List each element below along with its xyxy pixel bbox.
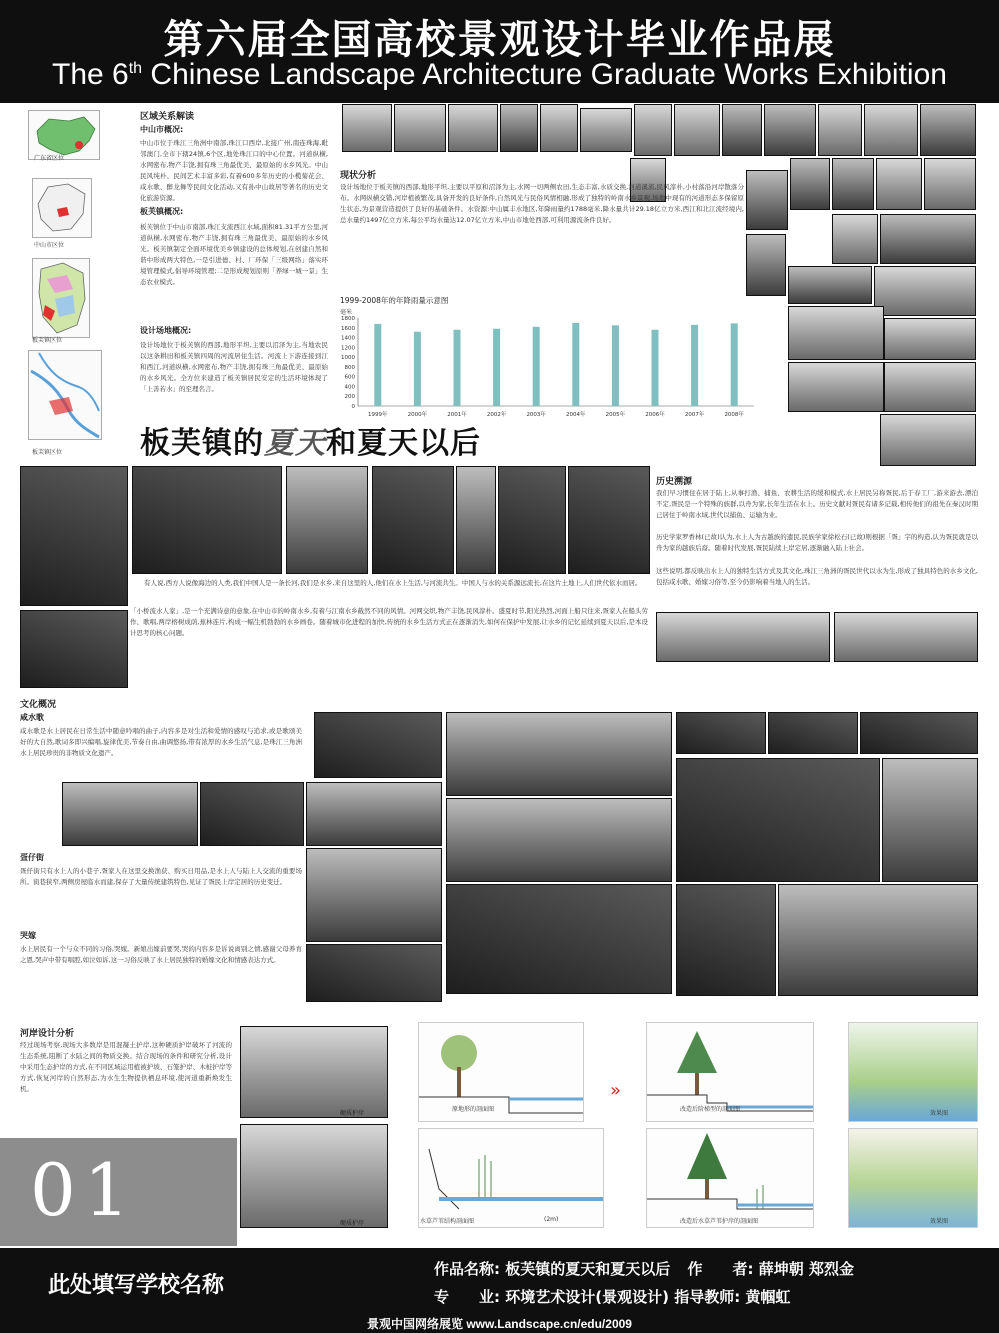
y-tick-label: 1800 <box>341 316 355 322</box>
chart-bar <box>414 332 421 406</box>
historic-photo <box>286 466 368 574</box>
riverbank-heading: 河岸设计分析 <box>20 1029 75 1039</box>
reed-improved-icon <box>647 1129 813 1227</box>
culture-photo <box>306 848 442 942</box>
culture-photo <box>446 798 672 882</box>
culture-text-street: 疍仔街只有水上人的小巷子,疍家人在这里交换渔获、购买日用品,是水上人与陆上人交流的重要场所。街巷狭窄,两侧房屋临水而建,保存了大量传统建筑特色,见证了疍民上岸定居的历史变迁。 <box>20 867 302 886</box>
site-photo <box>500 104 538 152</box>
region-sub-banfu: 板芙镇概况: <box>140 207 184 216</box>
historic-photo <box>132 466 282 574</box>
chart-bar <box>612 325 619 406</box>
y-tick-label: 1000 <box>341 355 355 362</box>
site-photo <box>746 234 786 296</box>
historic-photo <box>656 612 830 662</box>
site-photo <box>884 318 976 360</box>
culture-sub-street: 疍仔街 <box>20 853 44 862</box>
site-photo <box>764 104 816 156</box>
work-label: 作品名称: <box>434 1260 500 1278</box>
x-tick-label: 2002年 <box>486 412 507 418</box>
historic-photo <box>456 466 496 574</box>
map-label-site: 板芙镇区位 <box>32 449 63 456</box>
site-photo <box>864 104 918 156</box>
site-photo <box>788 362 884 412</box>
x-tick-label: 2001年 <box>447 412 467 418</box>
culture-photo <box>860 712 978 754</box>
section-sketch <box>646 1128 814 1228</box>
culture-photo <box>306 782 442 846</box>
map-label-zhongshan: 中山市区位 <box>34 242 65 249</box>
x-tick-label: 2007年 <box>684 412 705 418</box>
site-photo <box>884 362 976 412</box>
summer-text-1: 有人说,西方人说像海边的人类,我们中国人是一条长河,我们是水乡,来自这里的人,他们在水上生活,与河流共生。中国人与水的关系源远流长,在这片土地上,人们世代依水而居。 <box>144 579 642 587</box>
riverbank-photo-caption: 硬质护岸 <box>340 1220 365 1227</box>
sketch-caption: 效果图 <box>930 1218 949 1225</box>
culture-photo <box>306 944 442 1002</box>
header-title-cn: 第六届全国高校景观设计毕业作品展 <box>163 17 836 63</box>
y-tick-label: 200 <box>344 394 355 401</box>
history-text-2: 历史学家罗香林(已故)认为,水上人为古越族的遗民,民族学家徐松石(已故)则根据「疍」字的构造,认为疍民就是以舟为家的越族后裔。随着时代发展,疍民陆续上岸定居,逐渐融入陆上社会。 <box>656 533 978 552</box>
culture-photo <box>676 712 766 754</box>
culture-photo <box>446 712 672 796</box>
arrow-icon: » <box>610 1080 622 1101</box>
reed-section-icon <box>419 1129 603 1227</box>
status-text: 设计场地位于板芙镇的西部,地形平坦,主要以平原和沼泽为主,水网一切两侧农田,生态丰富,水质交换,河道溪流,民风淳朴,小村落沿河岸散落分布。水网纵横交错,河岸植被繁茂,具备开发的良好条件,自然风光与民俗风情相融,形成了独特的岭南水乡景观,场地中现有的河道形态多保留原生状态,为景观营造提供了良好的基础条件。水资源:中山属丰水地区,年降雨量约1788毫米,降水量共计29.18亿立方米,西江和北江流经境内,总水量约1497亿立方米,每公平均水量达12.07亿立方米,中山市地处西部,可利用源流条件良好。 <box>340 183 744 224</box>
dimension-label: (2m) <box>544 1216 559 1223</box>
tree-section-icon <box>419 1023 583 1121</box>
history-heading: 历史溯源 <box>656 477 693 487</box>
work-name: 板芙镇的夏天和夏天以后 <box>505 1260 671 1278</box>
riverbank-photo-caption: 硬质护岸 <box>340 1110 365 1117</box>
site-photo <box>448 104 498 152</box>
chart-bar <box>493 329 500 406</box>
chart-bar <box>572 323 579 406</box>
site-photo <box>394 104 446 152</box>
riverbank-photo <box>240 1124 388 1228</box>
sketch-caption: 效果图 <box>930 1110 949 1117</box>
historic-photo <box>20 610 128 688</box>
y-axis-label: 毫米 <box>340 309 353 316</box>
main-title <box>140 418 481 462</box>
advisor-name: 黄帼虹 <box>745 1288 791 1306</box>
site-photo <box>746 170 788 230</box>
author-names: 薛坤朝 郑烈金 <box>758 1260 854 1278</box>
major-info <box>434 1286 790 1307</box>
chart-bar <box>374 324 381 406</box>
x-tick-label: 2003年 <box>526 412 546 418</box>
site-photo <box>920 104 976 156</box>
y-tick-label: 1200 <box>341 345 355 352</box>
site-photo <box>832 214 878 264</box>
status-heading: 现状分析 <box>340 171 377 181</box>
x-tick-label: 2006年 <box>645 412 665 418</box>
site-photo <box>874 266 976 316</box>
school-name: 此处填写学校名称 <box>48 1273 225 1298</box>
footer-band <box>0 1248 999 1316</box>
site-photo <box>788 266 872 304</box>
render-sketch <box>848 1128 978 1228</box>
y-tick-label: 400 <box>344 384 355 391</box>
sketch-caption: 改造后水草芦苇护岸的剖面图 <box>680 1218 759 1225</box>
culture-photo <box>200 782 304 846</box>
chart-bar <box>652 330 659 406</box>
exhibition-header <box>0 0 999 103</box>
china-map-icon <box>29 111 99 159</box>
site-photo <box>880 214 976 264</box>
render-sketch <box>848 1022 978 1122</box>
zhongshan-map <box>32 178 92 238</box>
culture-sub-wedding: 哭嫁 <box>20 931 36 940</box>
region-sub-site: 设计场地概况: <box>140 326 192 335</box>
culture-sub-song: 咸水歌 <box>20 713 44 722</box>
culture-photo <box>676 758 880 882</box>
site-photo <box>722 104 762 156</box>
chart-title: 1999-2008年的年降雨量示意图 <box>340 296 449 305</box>
summer-text-2: 「小桥流水人家」,是一个充满诗意的意象,在中山市的岭南水乡,有着与江南水乡截然不同的风情。河网交织,物产丰饶,民风淳朴。盛夏时节,阳光热烈,河面上船只往来,疍家人在船头劳作、歌唱,两岸榕树成荫,蕉林连片,构成一幅生机勃勃的水乡画卷。随着城市化进程的加快,传统的水乡生活方式正在逐渐消失,如何在保护中发展,让水乡的记忆延续到夏天以后,是本设计思考的核心问题。 <box>130 607 648 637</box>
site-photo <box>880 414 976 466</box>
section-sketch <box>418 1022 584 1122</box>
region-sub-zhongshan: 中山市概况: <box>140 125 184 134</box>
site-photo <box>580 108 632 152</box>
chart-bar <box>533 327 540 406</box>
x-tick-label: 2005年 <box>605 412 626 418</box>
x-tick-label: 2000年 <box>407 412 428 418</box>
map-label-banfu: 板芙镇区位 <box>32 337 63 344</box>
y-tick-label: 0 <box>351 404 355 410</box>
header-title-en: The 6th Chinese Landscape Architecture Graduate Works Exhibition <box>52 58 947 91</box>
region-text-banfu: 板芙镇位于中山市南部,珠江支流西江水域,面积81.31平方公里,河道纵横,水网密布,物产丰饶,拥有珠三角最优美、最原始的水乡风光。板芙镇制定全面环境优美乡镇建设的总体规划,在创建自然和谐中形成两大特色,一是引进德、村、厂环保「三级网络」落实环境管理模式,倡导环境管理;二是形成规划原则「养绿一城一景」生态农业模式。 <box>140 223 328 286</box>
y-tick-label: 600 <box>344 374 355 381</box>
sketch-caption: 原地形的剖面图 <box>452 1106 495 1113</box>
site-photo <box>674 104 720 156</box>
footer-url: 景观中国网络展览 www.Landscape.cn/edu/2009 <box>0 1316 999 1333</box>
culture-heading: 文化概况 <box>20 700 57 710</box>
site-photo <box>342 104 392 152</box>
y-tick-label: 800 <box>344 364 355 371</box>
culture-photo <box>446 884 672 994</box>
rainfall-chart <box>338 304 778 422</box>
chart-bar <box>731 323 738 406</box>
culture-photo <box>314 712 442 778</box>
historic-photo <box>568 466 650 574</box>
main-title-part3: 和夏天以后 <box>326 426 481 461</box>
x-tick-label: 2008年 <box>724 412 744 418</box>
history-text-1: 我们早习惯住在居于陆上,从事打渔、捕鱼、农耕生活的缓和模式,水上居民另称疍民,后于春工厂,游来游去,漂泊不定,疍民是一个特殊的族群,以舟为家,长年生活在水上。历史文献对疍民有诸多记载,相传他们的祖先在秦汉时期已居住于岭南水域,世代以捕鱼、运输为业。 <box>656 489 978 519</box>
site-photo <box>924 158 976 210</box>
historic-photo <box>498 466 566 574</box>
panel-number: 01 <box>30 1148 138 1232</box>
site-photo <box>634 104 672 156</box>
region-text-zhongshan: 中山市位于珠江三角洲中南部,珠江口西岸,北接广州,南连珠海,毗邻澳门,全市下辖24镇,6个区,地处珠江口的中心位置。河道纵横,水网密布,物产丰饶,拥有珠三角最优美、最原始的水乡风光。中山民风纯朴、民间艺术丰富多彩,有着600多年历史的小榄菊花会、咸水歌、醉龙舞等民间文化活动,又有孙中山故居等著名的历史文化旅游资源。 <box>140 139 328 201</box>
panel-number-block <box>0 1138 237 1246</box>
y-tick-label: 1600 <box>341 325 355 332</box>
site-photo <box>818 104 862 156</box>
x-tick-label: 2004年 <box>566 412 586 418</box>
site-photo <box>788 306 884 360</box>
site-map <box>28 350 102 440</box>
banfu-map <box>32 258 90 338</box>
site-photo <box>790 158 830 210</box>
main-title-summer: 夏天 <box>264 426 326 461</box>
culture-photo <box>768 712 858 754</box>
region-text-site: 设计场地位于板芙镇的西部,地形平坦,主要以沼泽为主,当地农民以这条耕田和板芙镇四周的河流居住生活。河流上下游连接到江和西江,河道纵横,水网密布,物产丰饶,拥有珠三角最优美、最原始的水乡风光。全方位来建造了板芙镇居民安定的生活环境体现了「上善若水」的至理名言。 <box>140 341 328 393</box>
province-map-icon <box>33 179 91 237</box>
map-label-guangdong: 广东省区位 <box>34 155 65 162</box>
culture-photo <box>778 884 978 996</box>
x-tick-label: 1999年 <box>368 412 388 418</box>
culture-text-wedding: 水上居民有一个与众不同的习俗,哭嫁。新娘出嫁前要哭,哭的内容多是诉说离别之情,感谢父母养育之恩,哭声中带有唱腔,如泣如诉,这一习俗反映了水上居民独特的婚嫁文化和情感表达方式。 <box>20 945 302 964</box>
culture-photo <box>882 758 978 882</box>
author-label: 作 者: <box>687 1260 754 1278</box>
culture-text-song: 咸水歌是水上居民在日常生活中随意吟唱的曲子,内容多是对生活和爱情的感叹与追求,或是歌颂美好的大自然,歌词多即兴编唱,旋律优美,节奏自由,曲调悠扬,带有浓厚的水乡生活气息,是珠江三角洲水上居民珍贵的非物质文化遗产。 <box>20 727 302 757</box>
y-tick-label: 1400 <box>341 335 355 342</box>
historic-photo <box>20 466 128 606</box>
region-heading: 区域关系解读 <box>140 112 195 122</box>
site-photo <box>832 158 874 210</box>
main-title-part1: 板芙镇的 <box>140 426 264 461</box>
historic-photo <box>834 612 978 662</box>
sketch-caption: 改造后阶梯型的剖面图 <box>680 1106 741 1113</box>
site-photo <box>876 158 922 210</box>
history-text-3: 这些说明,都反映出水上人的独特生活方式及其文化,珠江三角洲的疍民世代以水为生,形成了独具特色的水乡文化,包括咸水歌、婚嫁习俗等,至今仍影响着当地人的生活。 <box>656 567 978 586</box>
historic-photo <box>372 466 454 574</box>
major-name: 环境艺术设计(景观设计) <box>505 1288 669 1306</box>
site-photo <box>540 104 578 152</box>
riverbank-photo <box>240 1026 388 1118</box>
riverbank-text: 经过现场考察,现场大多数岸是用混凝土护岸,这种硬质护岸破坏了河流的生态系统,阻断了水陆之间的物质交换。结合现场的条件和研究分析,设计中采用生态护岸的方式,在不同区域运用植被护坡、石笼护岸、木桩护岸等方式,恢复河岸的自然形态,为水生生物提供栖息环境,使河道重新焕发生机。 <box>20 1041 232 1093</box>
town-map-icon <box>33 259 89 337</box>
culture-photo <box>676 884 776 996</box>
sketch-caption: 水草芦苇结构剖面图 <box>420 1218 475 1225</box>
major-label: 专 业: <box>434 1288 500 1306</box>
culture-photo <box>62 782 198 846</box>
section-sketch <box>418 1128 604 1228</box>
chart-bar <box>454 330 461 406</box>
advisor-label: 指导教师: <box>674 1288 741 1306</box>
river-map-icon <box>29 351 101 439</box>
chart-bar <box>691 325 698 406</box>
work-info <box>434 1258 854 1279</box>
